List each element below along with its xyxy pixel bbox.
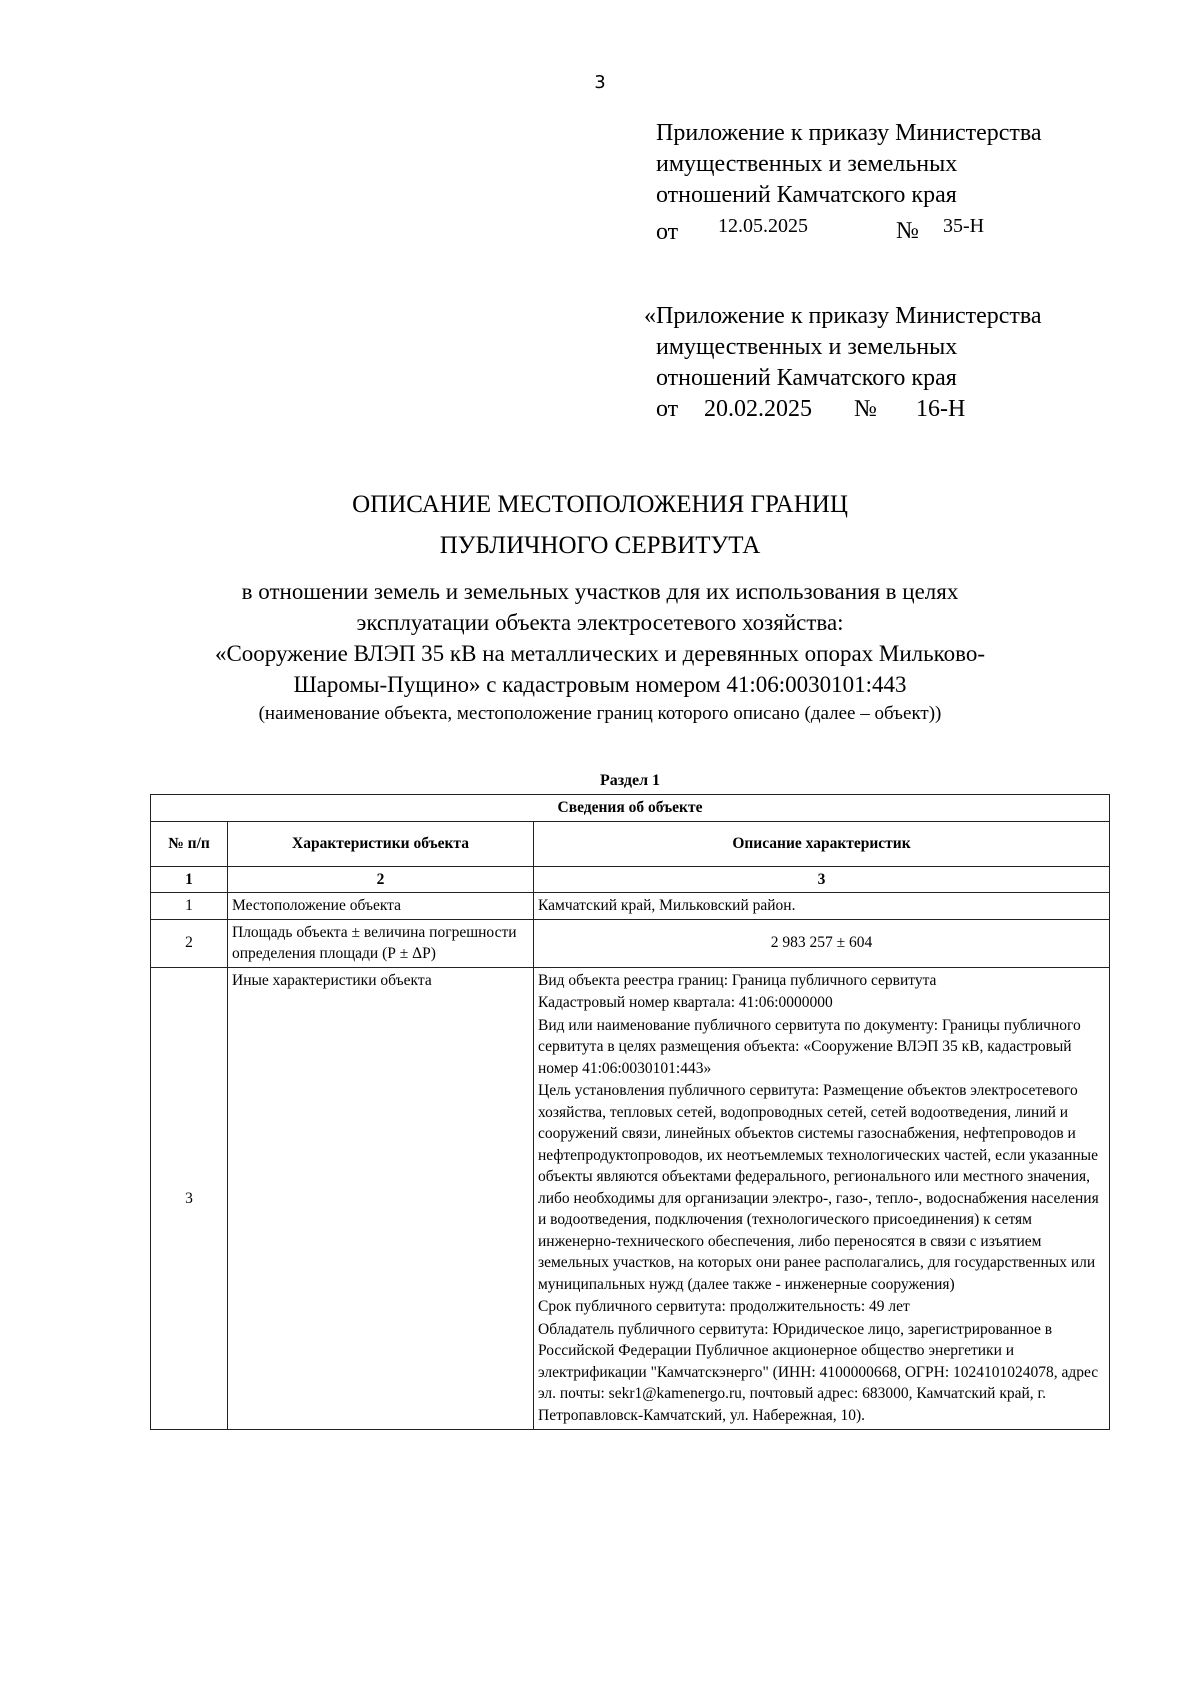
order-number: 16-Н [916, 396, 966, 422]
appendix-line: имущественных и земельных [656, 151, 958, 177]
subtitle-line: Шаромы-Пущино» с кадастровым номером 41:06:0030101:443 [293, 672, 907, 697]
subtitle-line: эксплуатации объекта электросетевого хозяйства: [356, 610, 844, 635]
column-number-row [151, 866, 1110, 893]
section-label: Раздел 1 [599, 772, 661, 789]
header-num [151, 821, 228, 866]
subtitle-note: (наименование объекта, местоположение границ которого описано (далее – объект)) [258, 703, 942, 724]
header-num-text: № п/п [168, 834, 210, 852]
description-paragraph: Цель установления публичного сервитута: Размещение объектов электросетевого хозяйства, тепловых сетей, водопроводных сетей, сетей водоотведения, линий и сооружений связи, линейных объектов системы газоснабжения, нефтепроводов и нефтепродуктопроводов, их неотъемлемых технологических частей, если указанные объекты являются объектами федерального, регионального или местного значения, либо необходимы для организации электро-, газо-, тепло-, водоснабжения населения и водоотведения, подключения (технологического присоединения) к сетям инженерно-технического обеспечения, либо переносятся в связи с изъятием земельных участков, на которых они ранее располагались, для государственных или муниципальных нужд (далее также - инженерные сооружения) [538, 1082, 1099, 1293]
appendix-line: Приложение к приказу Министерства [656, 120, 1042, 146]
row-number: 2 [151, 919, 228, 967]
table-title: Сведения об объекте [151, 795, 1110, 822]
appendix-line: отношений Камчатского края [656, 365, 957, 391]
order-date: 20.02.2025 [704, 396, 812, 422]
table-title-row [151, 795, 1110, 822]
description-paragraph: Вид объекта реестра границ: Граница публичного сервитута [538, 971, 937, 989]
subtitle-line: в отношении земель и земельных участков для их использования в целях [241, 579, 959, 604]
description-paragraph: Обладатель публичного сервитута: Юридическое лицо, зарегистрированное в Российской Федерации Публичное акционерное общество энергетики и электрификации "Камчатскэнерго" (ИНН: 4100000668, ОГРН: 1024101024078, адрес эл. почты: sekr1@kamenergo.ru, почтовый адрес: 683000, Камчатский край, г. Петропавловск-Камчатский, ул. Набережная, 10). [538, 1320, 1099, 1424]
appendix-previous [644, 301, 1042, 425]
row-name: Площадь объекта ± величина погрешности определения площади (Р ± ΔР) [228, 919, 534, 967]
subtitle-line: «Сооружение ВЛЭП 35 кВ на металлических и деревянных опорах Мильково- [214, 641, 986, 666]
object-info-table [150, 794, 1110, 1430]
appendix-line: отношений Камчатского края [656, 182, 957, 208]
table-header-row [151, 821, 1110, 866]
column-number: 2 [228, 866, 534, 893]
row-number: 1 [151, 893, 228, 920]
row-description: 2 983 257 ± 604 [534, 919, 1110, 967]
number-label: № [854, 396, 877, 422]
header-description: Описание характеристик [534, 821, 1110, 866]
appendix-line: имущественных и земельных [656, 334, 958, 360]
row-name: Местоположение объекта [228, 893, 534, 920]
row-number: 3 [151, 967, 228, 1430]
description-paragraph: Вид или наименование публичного сервитута по документу: Границы публичного сервитута в целях размещения объекта: «Сооружение ВЛЭП 35 кВ, кадастровый номер 41:06:0030101:443» [538, 1016, 1081, 1077]
row-description: Камчатский край, Мильковский район. [534, 893, 1110, 920]
appendix-line: «Приложение к приказу Министерства [644, 303, 1042, 329]
document-subtitle [130, 576, 1070, 728]
column-number: 1 [151, 866, 228, 893]
description-paragraph: Срок публичного сервитута: продолжительность: 49 лет [538, 1298, 910, 1315]
table-row [151, 893, 1110, 920]
appendix-current [656, 118, 1042, 245]
order-date: 12.05.2025 [718, 215, 808, 237]
order-number: 35-Н [943, 215, 985, 237]
row-description [534, 967, 1110, 1430]
document-title-line2: ПУБЛИЧНОГО СЕРВИТУТА [439, 532, 761, 559]
from-label: от [656, 396, 679, 422]
appendix-date-line [644, 394, 1042, 425]
page-number: 3 [594, 72, 606, 93]
description-paragraph: Кадастровый номер квартала: 41:06:0000000 [538, 994, 833, 1011]
from-label: от [656, 219, 679, 245]
number-label: № [896, 218, 919, 244]
appendix-date-line [656, 211, 1042, 245]
row-name: Иные характеристики объекта [228, 967, 534, 1430]
document-title-line1: ОПИСАНИЕ МЕСТОПОЛОЖЕНИЯ ГРАНИЦ [352, 491, 848, 518]
table-row [151, 967, 1110, 1430]
header-characteristics: Характеристики объекта [228, 821, 534, 866]
table-row [151, 919, 1110, 967]
column-number: 3 [534, 866, 1110, 893]
